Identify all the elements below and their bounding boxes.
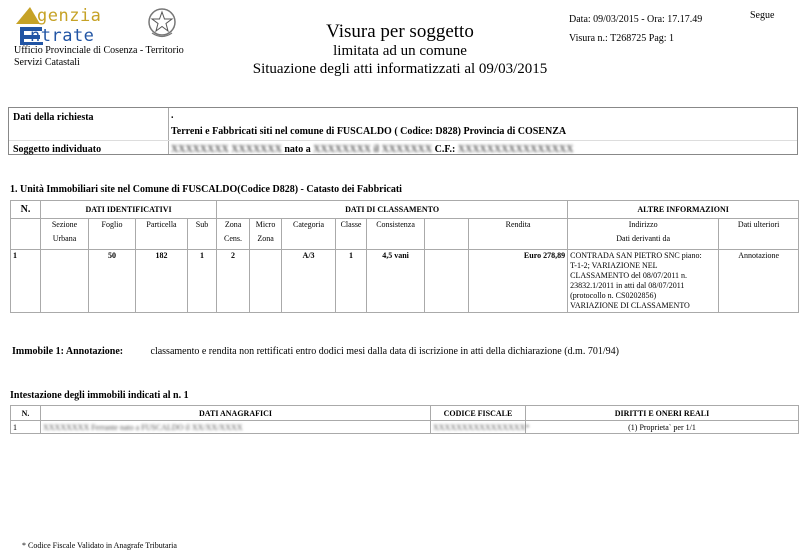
int-header-diritti: DIRITTI E ONERI REALI <box>526 406 799 421</box>
col-zona <box>217 219 250 250</box>
address-line: CLASSAMENTO del 08/07/2011 n. <box>570 271 688 280</box>
header-n: N. <box>11 201 41 219</box>
document-subtitle: limitata ad un comune <box>333 43 467 59</box>
col-particella: Particella <box>136 219 188 250</box>
cell-dati-ulteriori: Annotazione <box>719 250 799 313</box>
request-box <box>8 107 798 155</box>
int-header-n: N. <box>11 406 41 421</box>
subject-cf-text: C.F.: <box>434 144 456 155</box>
int-cell-anagrafici-redacted: XXXXXXXX Ferrante nato a FUSCALDO il XX/XX/XXXX <box>41 421 431 434</box>
cell-micro <box>250 250 282 313</box>
cell-indirizzo <box>568 250 719 313</box>
cell-classe: 1 <box>336 250 367 313</box>
request-comune: Terreni e Fabbricati siti nel comune di FUSCALDO ( Codice: D828) Provincia di COSENZA <box>171 126 567 137</box>
col-categoria: Categoria <box>282 219 336 250</box>
header-identificativi: DATI IDENTIFICATIVI <box>41 201 217 219</box>
col-micro-zona-label: Zona <box>257 234 274 243</box>
group-header-row <box>11 201 799 219</box>
annotation-text: classamento e rendita non rettificati entro dodici mesi dalla data di iscrizione in atti della dichiarazione (d.m. 701/94) <box>150 346 619 357</box>
cell-sezione <box>41 250 89 313</box>
col-consistenza: Consistenza <box>367 219 425 250</box>
intestazione-header-row <box>11 406 799 421</box>
section-1-title: 1. Unità Immobiliari site nel Comune di FUSCALDO(Codice D828) - Catasto dei Fabbricati <box>10 184 402 195</box>
col-sub: Sub <box>188 219 217 250</box>
office-line-1: Ufficio Provinciale di Cosenza - Territorio <box>14 45 184 56</box>
column-header-row <box>11 219 799 250</box>
cell-foglio: 50 <box>89 250 136 313</box>
cell-consistenza: 4,5 vani <box>367 250 425 313</box>
col-indirizzo <box>568 219 719 250</box>
subject-name-redacted: XXXXXXXX XXXXXXX <box>171 144 282 155</box>
subject-label: Soggetto individuato <box>13 144 102 155</box>
annotation <box>12 346 619 357</box>
address-line: 23832.1/2011 in atti dal 08/07/2011 <box>570 281 685 290</box>
logo-text-agenzia: genzia <box>37 6 102 26</box>
office-line-2: Servizi Catastali <box>14 57 80 68</box>
col-urbana-label: Urbana <box>52 234 77 243</box>
subject-cf-redacted: XXXXXXXXXXXXXXXX <box>457 144 574 155</box>
request-box-divider <box>168 108 169 154</box>
logo-text-entrate: ntrate <box>30 26 95 46</box>
address-line: CONTRADA SAN PIETRO SNC piano: <box>570 251 702 260</box>
int-cell-cf-redacted: XXXXXXXXXXXXXXXX* <box>431 421 526 434</box>
col-zona-label: Zona <box>224 220 242 229</box>
col-sezione <box>41 219 89 250</box>
int-cell-n: 1 <box>11 421 41 434</box>
request-data-label: Dati della richiesta <box>13 112 94 123</box>
request-box-row-divider <box>9 140 797 141</box>
subject-value <box>171 144 573 155</box>
col-micro <box>250 219 282 250</box>
date-time: Data: 09/03/2015 - Ora: 17.17.49 <box>569 14 703 25</box>
col-cens-label: Cens. <box>224 234 243 243</box>
address-line: (protocollo n. CS0202856) <box>570 291 657 300</box>
intestazione-table <box>10 405 799 434</box>
header-classamento: DATI DI CLASSAMENTO <box>217 201 568 219</box>
col-classe: Classe <box>336 219 367 250</box>
col-rendita: Rendita <box>469 219 568 250</box>
col-dati-ulteriori: Dati ulteriori <box>719 219 799 250</box>
int-cell-diritti: (1) Proprieta` per 1/1 <box>526 421 799 434</box>
col-empty <box>425 219 469 250</box>
cell-n: 1 <box>11 250 41 313</box>
request-data-redacted: . <box>171 110 174 121</box>
subject-born-text: nato a <box>284 144 311 155</box>
col-micro-label: Micro <box>255 220 276 229</box>
cell-rendita: Euro 278,89 <box>469 250 568 313</box>
col-sezione-label: Sezione <box>51 220 78 229</box>
document-subtitle-2: Situazione degli atti informatizzati al 09/03/2015 <box>252 61 548 77</box>
visura-number: Visura n.: T268725 Pag: 1 <box>569 33 675 44</box>
address-line: T-1-2; VARIAZIONE NEL <box>570 261 658 270</box>
col-indirizzo-label: Indirizzo <box>628 220 658 229</box>
cell-particella: 182 <box>136 250 188 313</box>
fabbricati-table <box>10 200 799 313</box>
document-title: Visura per soggetto <box>326 21 474 42</box>
col-n-empty <box>11 219 41 250</box>
header-meta <box>569 10 702 48</box>
table-row <box>11 421 799 434</box>
cell-zona: 2 <box>217 250 250 313</box>
int-header-anagrafici: DATI ANAGRAFICI <box>41 406 431 421</box>
int-header-cf: CODICE FISCALE <box>431 406 526 421</box>
footer-note: * Codice Fiscale Validato in Anagrafe Tributaria <box>22 541 177 550</box>
section-2-title: Intestazione degli immobili indicati al n. 1 <box>10 390 189 401</box>
cell-empty <box>425 250 469 313</box>
col-dati-derivanti-label: Dati derivanti da <box>616 234 670 243</box>
cell-sub: 1 <box>188 250 217 313</box>
col-foglio: Foglio <box>89 219 136 250</box>
subject-birth-redacted: XXXXXXXX il XXXXXXX <box>313 144 433 155</box>
cell-categoria: A/3 <box>282 250 336 313</box>
segue-label: Segue <box>750 10 775 21</box>
annotation-label: Immobile 1: Annotazione: <box>12 346 124 357</box>
table-row <box>11 250 799 313</box>
header-altre-informazioni: ALTRE INFORMAZIONI <box>568 201 799 219</box>
address-line: VARIAZIONE DI CLASSAMENTO <box>570 301 690 310</box>
